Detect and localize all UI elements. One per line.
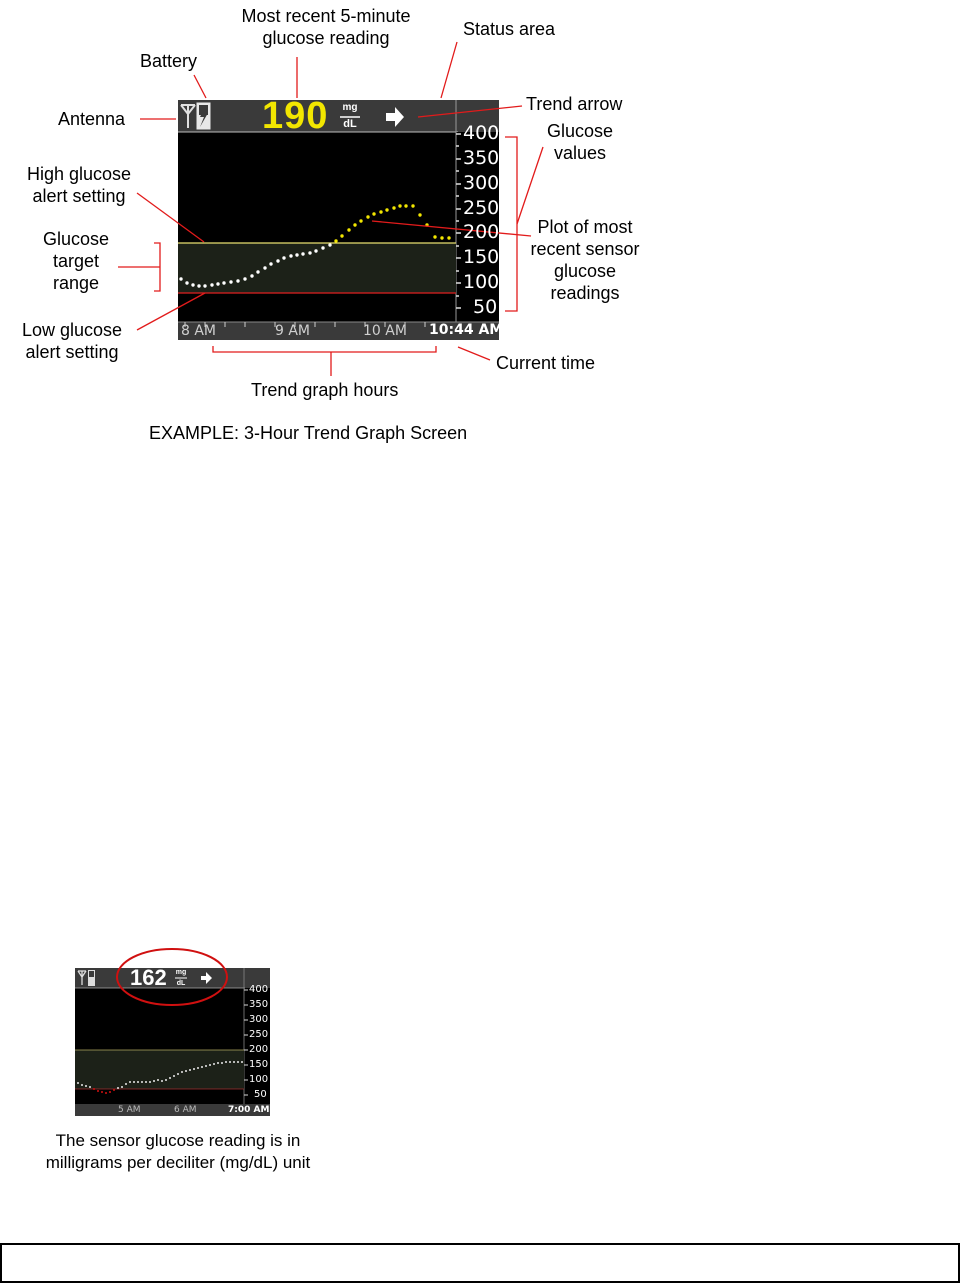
reading-dot <box>229 1061 231 1063</box>
footer-box <box>0 1243 960 1283</box>
current-time-display: 10:44 AM <box>429 322 504 338</box>
y-tick-label: 150 <box>249 1059 269 1070</box>
reading-dot <box>205 1065 207 1067</box>
reading-dot <box>177 1073 179 1075</box>
reading-dot <box>233 1061 235 1063</box>
reading-dot <box>197 1067 199 1069</box>
reading-dot <box>85 1085 87 1087</box>
x-label-5am: 5 AM <box>118 1105 141 1115</box>
y-tick-label: 400 <box>463 122 500 144</box>
reading-dot <box>117 1087 119 1089</box>
reading-dot <box>129 1081 131 1083</box>
reading-dot <box>169 1077 171 1079</box>
battery-icon <box>88 970 95 986</box>
x-label-10am: 10 AM <box>363 323 407 339</box>
y-tick-label: 50 <box>473 296 498 318</box>
reading-dot <box>193 1068 195 1070</box>
reading-dot <box>165 1079 167 1081</box>
x-label-6am: 6 AM <box>174 1105 197 1115</box>
label-battery: Battery <box>140 51 198 71</box>
reading-dot <box>141 1081 143 1083</box>
reading-value: 190 <box>262 95 329 137</box>
reading-dot <box>181 1071 183 1073</box>
reading-dot <box>93 1088 95 1090</box>
label-target-range: Glucose target range <box>42 229 110 293</box>
reading-dot <box>113 1089 115 1091</box>
reading-dot <box>125 1083 127 1085</box>
y-tick-label: 200 <box>249 1044 269 1055</box>
figure1-caption: EXAMPLE: 3-Hour Trend Graph Screen <box>149 423 468 443</box>
reading-dot <box>109 1091 111 1093</box>
y-tick-label: 200 <box>463 221 500 243</box>
reading-dot <box>189 1069 191 1071</box>
reading-dot <box>161 1080 163 1082</box>
label-low-alert: Low glucose alert setting <box>21 320 123 362</box>
reading-dot <box>173 1075 175 1077</box>
unit-dl: dL <box>343 118 357 130</box>
label-trend-arrow: Trend arrow <box>526 94 623 114</box>
label-most-recent-reading: Most recent 5-minute glucose reading <box>241 6 411 48</box>
label-antenna: Antenna <box>58 109 126 129</box>
reading-dot <box>145 1081 147 1083</box>
reading-dot <box>213 1063 215 1065</box>
y-tick-label: 300 <box>249 1014 269 1025</box>
y-tick-label: 350 <box>463 147 500 169</box>
figure2-caption: The sensor glucose reading is in milligrams per deciliter (mg/dL) unit <box>45 1131 311 1172</box>
current-time-display-small: 7:00 AM <box>228 1105 270 1115</box>
reading-dot <box>217 1062 219 1064</box>
label-status-area: Status area <box>463 19 556 39</box>
y-tick-label: 250 <box>249 1029 269 1040</box>
y-tick-label: 300 <box>463 172 500 194</box>
label-glucose-values: Glucose values <box>546 121 614 163</box>
reading-dot <box>137 1081 139 1083</box>
reading-dot <box>89 1086 91 1088</box>
y-tick-label: 400 <box>249 984 269 995</box>
reading-dot <box>105 1092 107 1094</box>
y-tick-label: 250 <box>463 197 500 219</box>
unit-mg: mg <box>342 102 358 113</box>
reading-dot <box>185 1070 187 1072</box>
x-label-9am: 9 AM <box>275 323 311 339</box>
reading-value-small: 162 <box>130 965 167 990</box>
label-current-time: Current time <box>496 353 596 373</box>
reading-dot <box>209 1064 211 1066</box>
x-label-8am: 8 AM <box>181 323 217 339</box>
unit-dl-small: dL <box>176 980 186 987</box>
reading-dot <box>221 1062 223 1064</box>
reading-dot <box>237 1061 239 1063</box>
target-range-band-small <box>75 1050 244 1089</box>
label-trend-graph-hours: Trend graph hours <box>251 380 399 400</box>
reading-dot <box>241 1061 243 1063</box>
y-tick-label: 100 <box>249 1074 269 1085</box>
reading-dot <box>77 1082 79 1084</box>
reading-dot <box>225 1061 227 1063</box>
y-tick-label: 50 <box>254 1089 267 1100</box>
y-tick-label: 100 <box>463 271 500 293</box>
unit-mg-small: mg <box>175 969 187 976</box>
reading-dot <box>149 1081 151 1083</box>
label-plot-readings: Plot of most recent sensor glucose readings <box>530 217 640 303</box>
reading-dot <box>101 1091 103 1093</box>
y-tick-label: 150 <box>463 246 500 268</box>
reading-dot <box>97 1090 99 1092</box>
reading-dot <box>133 1081 135 1083</box>
reading-dot <box>81 1084 83 1086</box>
reading-dot <box>201 1066 203 1068</box>
reading-dot <box>157 1079 159 1081</box>
y-tick-label: 350 <box>249 999 269 1010</box>
device-screen-small <box>75 965 270 1116</box>
reading-dot <box>153 1080 155 1082</box>
label-high-alert: High glucose alert setting <box>26 164 132 206</box>
reading-dot <box>121 1086 123 1088</box>
